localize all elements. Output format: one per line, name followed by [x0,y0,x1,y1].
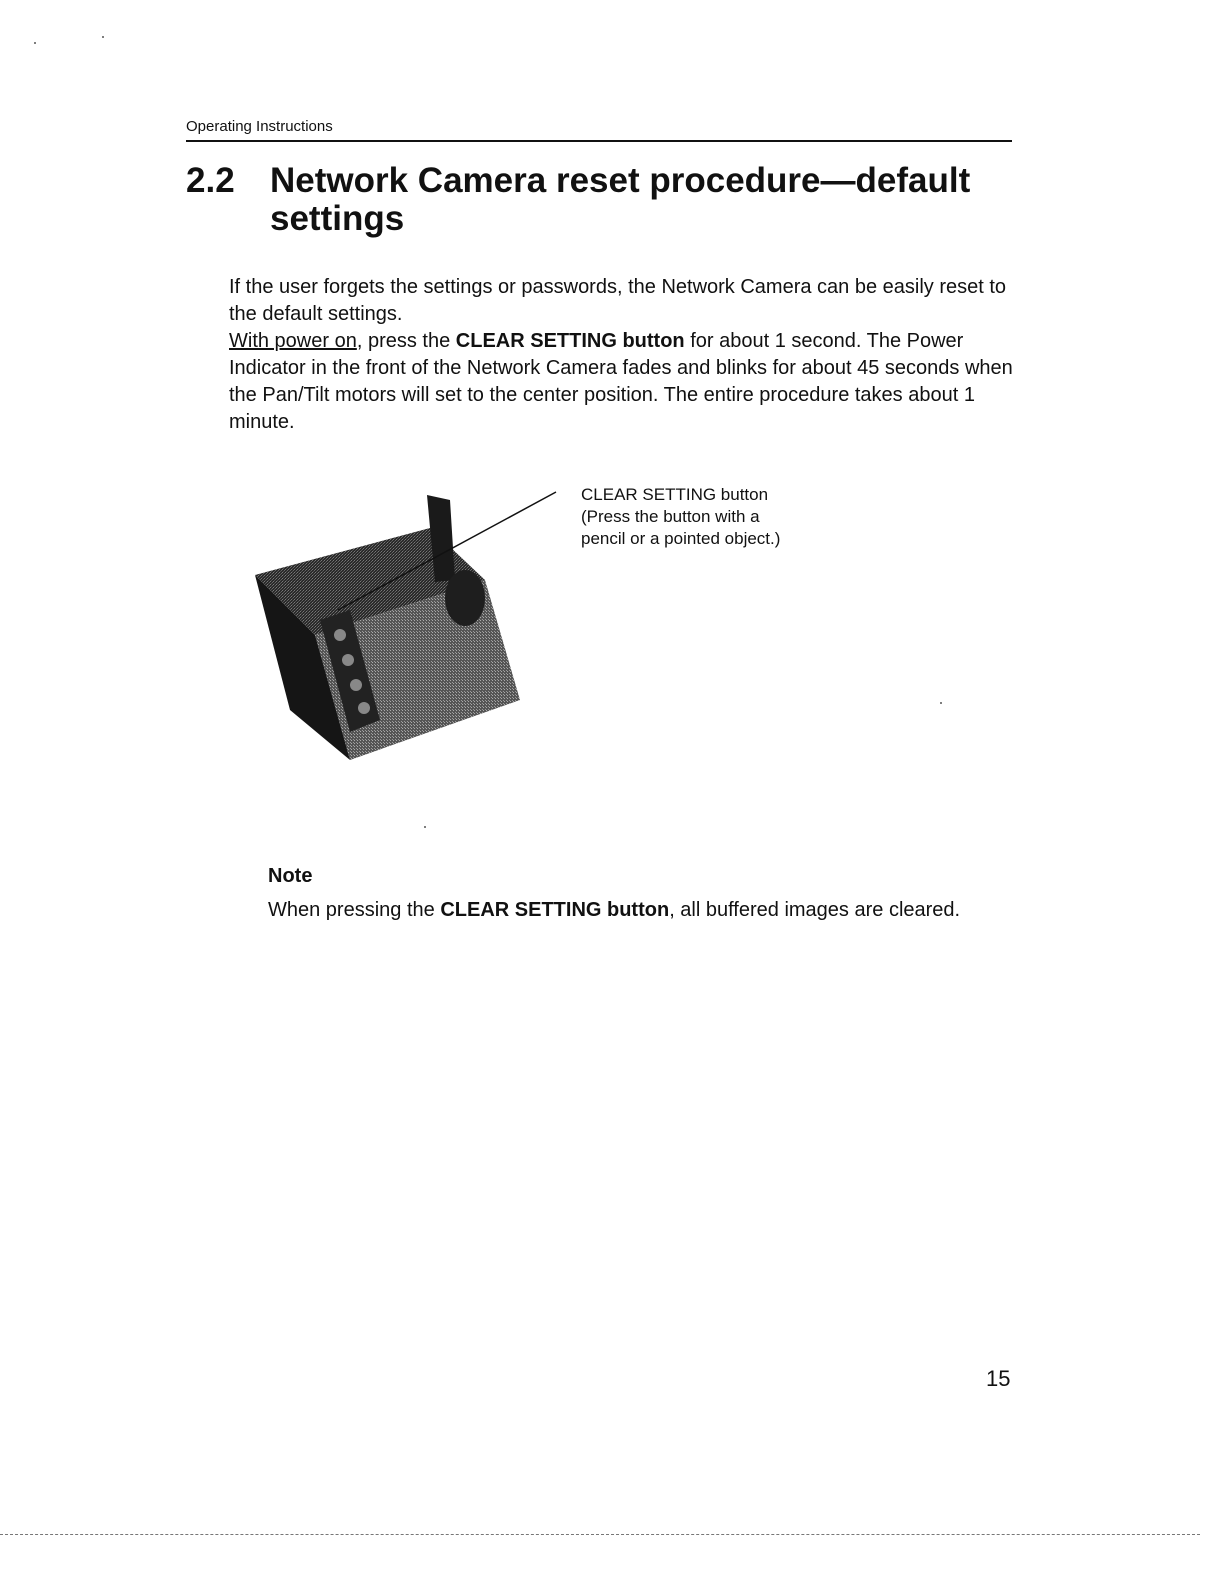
panel-button [350,679,362,691]
header-rule [186,140,1012,142]
clear-setting-term: CLEAR SETTING button [455,330,685,352]
running-header: Operating Instructions [186,118,333,135]
note-title: Note [268,865,313,887]
note-clear-setting-term: CLEAR SETTING button [440,899,670,921]
power-on-phrase: With power on [229,330,357,352]
procedure-paragraph [229,328,1019,436]
intro-paragraph: If the user forgets the settings or passwords, the Network Camera can be easily reset to the default settings. [229,276,1007,325]
note-text-1: When pressing the [268,899,441,921]
callout-line: pencil or a pointed object.) [581,529,781,548]
panel-button [334,629,346,641]
scan-speck [424,826,426,828]
body-text [229,274,1019,436]
scan-speck [102,36,104,38]
page-number: 15 [986,1366,1011,1391]
scan-speck [940,702,942,704]
note-body [268,897,1068,924]
footer-rule [0,1534,1200,1535]
section-heading: Network Camera reset procedure—default settings [270,161,971,238]
procedure-text-1: , press the [356,330,456,352]
panel-button [342,654,354,666]
callout [581,484,841,550]
camera-illustration [240,470,580,780]
callout-line: CLEAR SETTING button [581,485,769,504]
section-number: 2.2 [186,161,235,200]
callout-line: (Press the button with a [581,507,760,526]
note-text-2: , all buffered images are cleared. [669,899,961,921]
procedure-text-2: for about 1 second. The Power Indicator in the front of the Network Camera fades and blinks for about 45 seconds when the Pan/Tilt motors will set to the center position. The entire procedure takes about 1 minute. [229,330,1013,433]
camera-knob [445,570,485,626]
scan-speck [34,42,36,44]
panel-button [358,702,370,714]
